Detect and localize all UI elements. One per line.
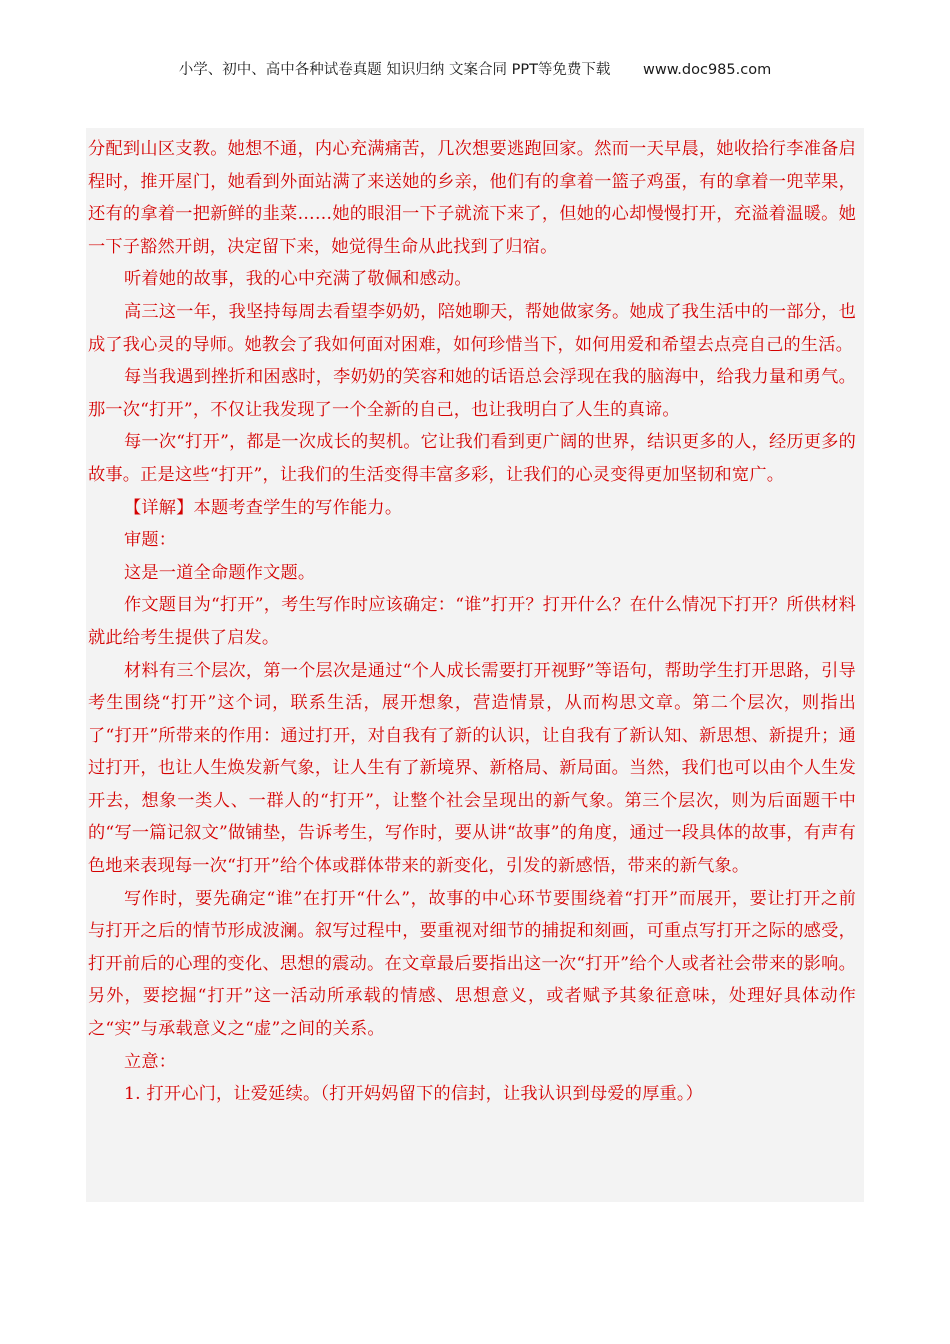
paragraph: 每一次“打开”，都是一次成长的契机。它让我们看到更广阔的世界，结识更多的人，经历更多的故事。正是这些“打开”，让我们的生活变得丰富多彩，让我们的心灵变得更加坚韧和宽广。 <box>88 432 856 485</box>
page-header <box>0 58 950 79</box>
header-site-link[interactable]: www.doc985.com <box>643 62 772 78</box>
paragraph: 作文题目为“打开”，考生写作时应该确定：“谁”打开？打开什么？在什么情况下打开？所供材料就此给考生提供了启发。 <box>88 595 856 648</box>
document-body <box>88 133 856 1111</box>
header-text: 小学、初中、高中各种试卷真题 知识归纳 文案合同 PPT等免费下载 <box>178 62 611 78</box>
detail-heading: 【详解】本题考查学生的写作能力。 <box>124 497 403 518</box>
paragraph: 高三这一年，我坚持每周去看望李奶奶，陪她聊天，帮她做家务。她成了我生活中的一部分，也成了我心灵的导师。她教会了我如何面对困难，如何珍惜当下，如何用爱和希望去点亮自己的生活。 <box>88 301 856 355</box>
paragraph: 材料有三个层次，第一个层次是通过“个人成长需要打开视野”等语句，帮助学生打开思路，引导考生围绕“打开”这个词，联系生活，展开想象，营造情景，从而构思文章。第二个层次，则指出了“打开”所带来的作用：通过打开，对自我有了新的认识，让自我有了新认知、新思想、新提升；通过打开，也让人生焕发新气象，让人生有了新境界、新格局、新局面。当然，我们也可以由个人生发开去，想象一类人、一群人的“打开”，让整个社会呈现出的新气象。第三个层次，则为后面题干中的“写一篇记叙文”做铺垫，告诉考生，写作时，要从讲“故事”的角度，通过一段具体的故事，有声有色地来表现每一次“打开”给个体或群体带来的新变化，引发的新感悟，带来的新气象。 <box>88 660 856 877</box>
paragraph: 每当我遇到挫折和困惑时，李奶奶的笑容和她的话语总会浮现在我的脑海中，给我力量和勇气。那一次“打开”，不仅让我发现了一个全新的自己，也让我明白了人生的真谛。 <box>88 367 856 420</box>
intent-item: 1. 打开心门，让爱延续。（打开妈妈留下的信封，让我认识到母爱的厚重。） <box>124 1084 704 1105</box>
paragraph: 这是一道全命题作文题。 <box>124 562 316 583</box>
intent-heading: 立意： <box>124 1051 177 1072</box>
paragraph-story-end: 分配到山区支教。她想不通，内心充满痛苦，几次想要逃跑回家。然而一天早晨，她收拾行李准备启程时，推开屋门，她看到外面站满了来送她的乡亲，他们有的拿着一篮子鸡蛋，有的拿着一兜苹果，还有的拿着一把新鲜的韭菜……她的眼泪一下子就流下来了，但她的心却慢慢打开，充溢着温暖。她一下子豁然开朗，决定留下来，她觉得生命从此找到了归宿。 <box>88 139 856 257</box>
paragraph: 写作时，要先确定“谁”在打开“什么”，故事的中心环节要围绕着“打开”而展开，要让打开之前与打开之后的情节形成波澜。叙写过程中，要重视对细节的捕捉和刻画，可重点写打开之际的感受，打开前后的心理的变化、思想的震动。在文章最后要指出这一次“打开”给个人或者社会带来的影响。另外，要挖掘“打开”这一活动所承载的情感、思想意义，或者赋予其象征意味，处理好具体动作之“实”与承载意义之“虚”之间的关系。 <box>88 888 856 1040</box>
paragraph: 听着她的故事，我的心中充满了敬佩和感动。 <box>124 269 472 290</box>
review-heading: 审题： <box>124 530 177 551</box>
